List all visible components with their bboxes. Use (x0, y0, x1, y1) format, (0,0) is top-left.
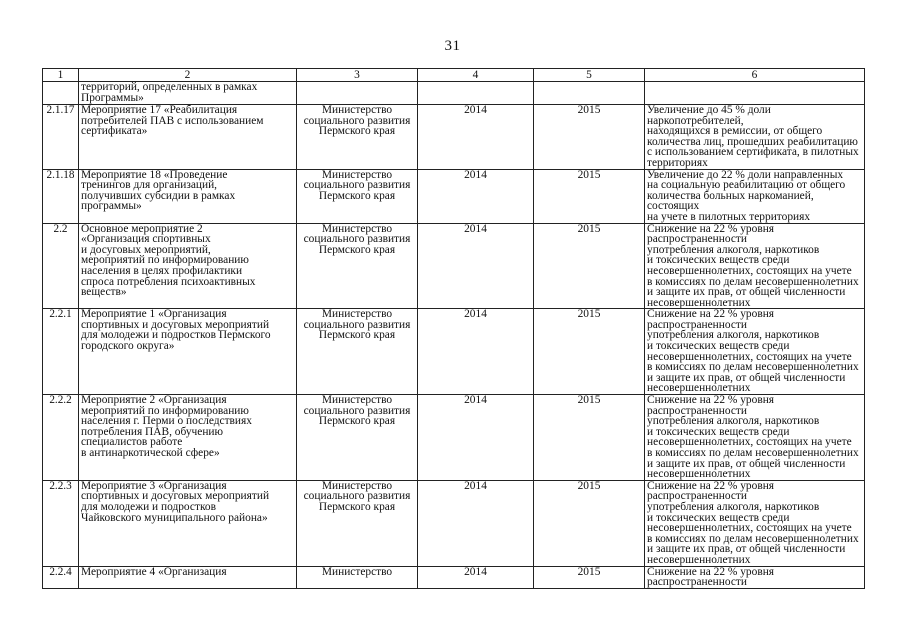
start-year: 2014 (418, 105, 534, 170)
column-header: 2 (79, 69, 297, 82)
start-year: 2014 (418, 395, 534, 481)
end-year: 2015 (534, 480, 645, 566)
table-row (43, 395, 865, 481)
event-name: Мероприятие 17 «Реабилитация потребителей ПАВ с использованием сертификата» (79, 105, 297, 170)
expected-result: Снижение на 22 % уровня распространенности употребления алкоголя, наркотиков и токсических веществ среди несовершеннолетних, состоящих на учете в комиссиях по делам несовершеннолетних и защите их прав, от общей численности несовершеннолетних (645, 395, 865, 481)
table-row (43, 309, 865, 395)
start-year: 2014 (418, 309, 534, 395)
expected-result: Снижение на 22 % уровня распространенности употребления алкоголя, наркотиков и токсических веществ среди несовершеннолетних, состоящих на учете в комиссиях по делам несовершеннолетних и защите их прав, от общей численности несовершеннолетних (645, 480, 865, 566)
event-name: Мероприятие 18 «Проведение тренингов для организаций, получивших субсидии в рамках программы» (79, 169, 297, 223)
column-header: 4 (418, 69, 534, 82)
row-number: 2.2 (43, 223, 79, 309)
table-row (43, 223, 865, 309)
row-number (43, 82, 79, 105)
end-year: 2015 (534, 169, 645, 223)
end-year (534, 82, 645, 105)
expected-result: Снижение на 22 % уровня распространенности употребления алкоголя, наркотиков и токсических веществ среди несовершеннолетних, состоящих на учете в комиссиях по делам несовершеннолетних и защите их прав, от общей численности несовершеннолетних (645, 223, 865, 309)
row-number: 2.1.17 (43, 105, 79, 170)
program-table (42, 68, 865, 589)
event-name: Мероприятие 1 «Организация спортивных и досуговых мероприятий для молодежи и подростков Пермского городского округа» (79, 309, 297, 395)
executor: Министерство социального развития Пермского края (297, 309, 418, 395)
row-number: 2.2.2 (43, 395, 79, 481)
row-number: 2.2.4 (43, 566, 79, 588)
event-name: Основное мероприятие 2 «Организация спортивных и досуговых мероприятий, мероприятий по информированию населения в целях профилактики спроса потребления психоактивных веществ» (79, 223, 297, 309)
expected-result (645, 82, 865, 105)
table-row (43, 566, 865, 588)
end-year: 2015 (534, 566, 645, 588)
table-row (43, 105, 865, 170)
column-header: 6 (645, 69, 865, 82)
executor: Министерство (297, 566, 418, 588)
end-year: 2015 (534, 395, 645, 481)
row-number: 2.1.18 (43, 169, 79, 223)
event-name: Мероприятие 4 «Организация (79, 566, 297, 588)
executor (297, 82, 418, 105)
end-year: 2015 (534, 309, 645, 395)
expected-result: Снижение на 22 % уровня распространенности (645, 566, 865, 588)
executor: Министерство социального развития Пермского края (297, 223, 418, 309)
table-row (43, 82, 865, 105)
column-header: 5 (534, 69, 645, 82)
end-year: 2015 (534, 105, 645, 170)
header-row (43, 69, 865, 82)
executor: Министерство социального развития Пермского края (297, 169, 418, 223)
start-year: 2014 (418, 480, 534, 566)
table-row (43, 169, 865, 223)
event-name: Мероприятие 2 «Организация мероприятий по информированию населения г. Перми о последствиях потребления ПАВ, обучению специалистов работе в антинаркотической сфере» (79, 395, 297, 481)
event-name: Мероприятие 3 «Организация спортивных и досуговых мероприятий для молодежи и подростков Чайковского муниципального района» (79, 480, 297, 566)
expected-result: Увеличение до 45 % доли наркопотребителей, находящихся в ремиссии, от общего количества лиц, прошедших реабилитацию с использованием сертификата, в пилотных территориях (645, 105, 865, 170)
expected-result: Снижение на 22 % уровня распространенности употребления алкоголя, наркотиков и токсических веществ среди несовершеннолетних, состоящих на учете в комиссиях по делам несовершеннолетних и защите их прав, от общей численности несовершеннолетних (645, 309, 865, 395)
end-year: 2015 (534, 223, 645, 309)
executor: Министерство социального развития Пермского края (297, 480, 418, 566)
executor: Министерство социального развития Пермского края (297, 395, 418, 481)
row-number: 2.2.3 (43, 480, 79, 566)
column-header: 3 (297, 69, 418, 82)
start-year (418, 82, 534, 105)
executor: Министерство социального развития Пермского края (297, 105, 418, 170)
table-row (43, 480, 865, 566)
row-number: 2.2.1 (43, 309, 79, 395)
start-year: 2014 (418, 169, 534, 223)
column-header: 1 (43, 69, 79, 82)
start-year: 2014 (418, 566, 534, 588)
expected-result: Увеличение до 22 % доли направленных на социальную реабилитацию от общего количества больных наркоманией, состоящих на учете в пилотных территориях (645, 169, 865, 223)
page-number: 31 (444, 38, 461, 54)
event-name: территорий, определенных в рамках Программы» (79, 82, 297, 105)
start-year: 2014 (418, 223, 534, 309)
